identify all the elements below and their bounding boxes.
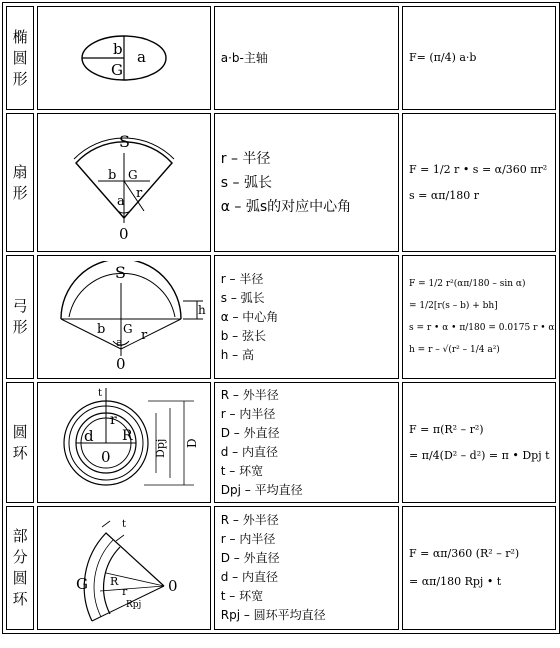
formula-line: h = r – √(r² – 1/4 a²): [409, 345, 500, 355]
figure-label: 0: [167, 576, 178, 595]
name-char: 环: [12, 590, 28, 608]
variable-item: R – 外半径: [220, 513, 279, 527]
table-row-segment: [6, 255, 556, 379]
figure-label: R: [109, 574, 119, 588]
variable-item: s – 弧长: [220, 290, 265, 305]
formula-line: F = 1/2 r²(απ/180 – sin α): [409, 279, 526, 289]
shape-name-segment: [6, 255, 34, 379]
formula-sector: [402, 113, 556, 252]
figure-label: b: [97, 322, 106, 337]
figure-label: a: [136, 48, 146, 66]
segment-figure: [37, 255, 211, 379]
figure-label: S: [115, 263, 127, 282]
variable-item: Dpj – 平均直径: [220, 482, 303, 497]
figure-label: r: [135, 185, 143, 201]
formula-line: F= (π/4) a·b: [409, 51, 477, 64]
name-char: 分: [12, 548, 28, 566]
figure-label: S: [118, 131, 130, 151]
sector-diagram: [44, 123, 204, 243]
table-row-annulus: [6, 382, 556, 503]
partial-annulus-diagram: [44, 511, 204, 626]
variable-item: Rpj – 圆环平均直径: [220, 608, 326, 622]
variable-item: R – 外半径: [220, 387, 279, 402]
figure-label: a: [116, 336, 124, 349]
variable-item: d – 内直径: [220, 444, 278, 459]
name-char: 圆: [12, 569, 28, 587]
formula-annulus: [402, 382, 556, 503]
figure-label: r: [121, 584, 128, 598]
name-char: 圆: [12, 48, 28, 67]
figure-label: d: [83, 426, 94, 445]
variables-segment: [214, 255, 399, 379]
variable-item: α – 弧s的对应中心角: [220, 198, 352, 215]
figure-label: 0: [100, 447, 111, 466]
segment-diagram: [41, 261, 206, 373]
variable-item: t – 环宽: [220, 589, 264, 603]
name-char: 圆: [12, 422, 28, 441]
sector-figure: [37, 113, 211, 252]
figure-label: b: [107, 167, 117, 183]
formula-line: F = 1/2 r • s = α/360 πr²: [409, 162, 548, 176]
variables-sector: [214, 113, 399, 252]
variable-item: b – 弦长: [220, 328, 266, 343]
formula-line: F = π(R² – r²): [409, 422, 484, 436]
figure-label: t: [121, 518, 127, 530]
table-row-partial-annulus: [6, 506, 556, 630]
name-char: 扇: [12, 162, 28, 181]
variables-annulus: [214, 382, 399, 503]
name-char: 部: [12, 527, 28, 545]
variable-item: r – 半径: [220, 271, 264, 286]
variable-item: d – 内直径: [220, 570, 278, 584]
variable-item: t – 环宽: [220, 463, 264, 478]
variable-item: α – 中心角: [220, 309, 279, 324]
figure-label: Dpj: [153, 438, 167, 458]
variable-item: r – 半径: [220, 150, 271, 167]
name-char: 弓: [12, 297, 28, 315]
figure-label: t: [97, 387, 103, 399]
ellipse-diagram: [49, 18, 199, 98]
partial-annulus-figure: [37, 506, 211, 630]
shape-formula-table: [2, 2, 560, 634]
formula-line: s = απ/180 r: [409, 188, 479, 202]
figure-label: Rpj: [125, 599, 142, 610]
variables-ellipse: [214, 6, 399, 110]
figure-label: h: [198, 303, 207, 317]
variable-item: D – 外直径: [220, 425, 280, 440]
variable-item: a·b-主轴: [220, 50, 268, 65]
figure-label: G: [127, 167, 138, 182]
shape-name-annulus: [6, 382, 34, 503]
figure-label: G: [123, 322, 134, 336]
table-row-sector: [6, 113, 556, 252]
annulus-diagram: [44, 388, 204, 498]
formula-segment: [402, 255, 556, 379]
shape-name-partial-annulus: [6, 506, 34, 630]
formula-line: = απ/180 Rpj • t: [409, 575, 502, 588]
figure-label: R: [121, 427, 133, 444]
variable-item: D – 外直径: [220, 551, 280, 565]
formula-line: F = απ/360 (R² – r²): [409, 547, 520, 560]
variable-item: r – 内半径: [220, 406, 276, 421]
name-char: 形: [12, 69, 28, 88]
name-char: 椭: [12, 27, 28, 46]
variable-item: h – 高: [220, 347, 254, 362]
figure-label: r: [109, 411, 117, 428]
table-row-ellipse: [6, 6, 556, 110]
name-char: 形: [12, 318, 28, 336]
annulus-figure: [37, 382, 211, 503]
figure-label: b: [112, 40, 123, 58]
figure-label: G: [110, 61, 123, 79]
variable-item: r – 内半径: [220, 532, 276, 546]
name-char: 形: [12, 183, 28, 202]
figure-label: 0: [116, 355, 127, 373]
formula-line: = 1/2[r(s – b) + bh]: [409, 301, 498, 311]
formula-partial-annulus: [402, 506, 556, 630]
ellipse-figure: [37, 6, 211, 110]
formula-ellipse: [402, 6, 556, 110]
figure-label: D: [184, 437, 199, 448]
shape-name-ellipse: [6, 6, 34, 110]
variable-item: s – 弧长: [220, 174, 272, 191]
figure-label: 0: [118, 224, 129, 243]
figure-label: G: [75, 574, 88, 593]
figure-label: a: [116, 193, 125, 209]
formula-line: = π/4(D² – d²) = π • Dpj t: [409, 448, 550, 462]
figure-label: r: [141, 328, 148, 343]
name-char: 环: [12, 443, 28, 462]
variables-partial-annulus: [214, 506, 399, 630]
shape-name-sector: [6, 113, 34, 252]
formula-line: s = r • α • π/180 = 0.0175 r • α: [409, 323, 555, 333]
